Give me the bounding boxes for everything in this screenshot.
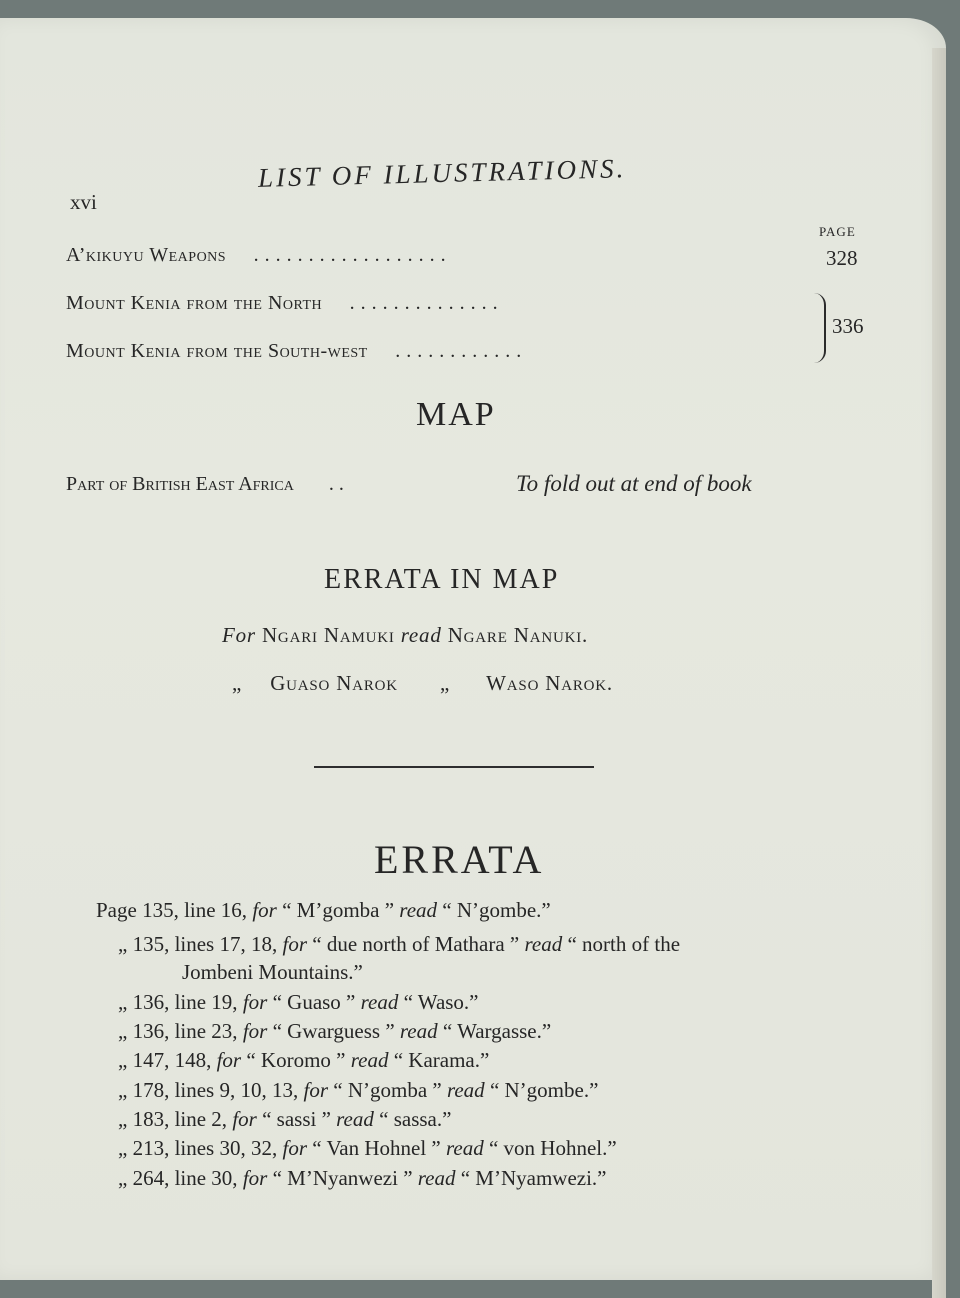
erratum-wrong: “ sassi ”: [262, 1107, 331, 1131]
map-entry: [66, 473, 344, 496]
for-word: for: [242, 1019, 268, 1043]
errata-heading: ERRATA: [374, 837, 545, 882]
erratum-right: “ M’Nyamwezi.”: [460, 1166, 607, 1190]
map-erratum-row: [222, 623, 588, 648]
for-word: for: [282, 1136, 307, 1160]
page-column-label: PAGE: [819, 224, 856, 239]
read-word: read: [350, 1048, 389, 1072]
read-word: read: [399, 1019, 438, 1043]
erratum-wrong: “ due north of Mathara ”: [312, 932, 520, 956]
erratum-right: “ Karama.”: [393, 1048, 490, 1072]
read-word: read: [360, 990, 399, 1014]
for-word: for: [282, 932, 307, 956]
wrong-name: Guaso Narok: [270, 671, 398, 695]
erratum-right: “ sassa.”: [379, 1107, 452, 1131]
illustration-title: Mount Kenia from the South-west: [66, 340, 368, 362]
map-heading: MAP: [416, 396, 496, 433]
map-note: To fold out at end of book: [516, 471, 752, 496]
erratum-lead: „ 264, line 30,: [118, 1166, 238, 1190]
illustration-title: A’kikuyu Weapons: [66, 244, 227, 266]
running-head: LIST OF ILLUSTRATIONS.: [257, 153, 627, 193]
read-word: read: [336, 1107, 374, 1131]
erratum-wrong: “ Koromo ”: [246, 1048, 346, 1072]
for-word: for: [242, 990, 268, 1014]
erratum-right: Jombeni Mountains.”: [182, 960, 363, 984]
erratum-lead: „ 178, lines 9, 10, 13,: [118, 1078, 299, 1102]
erratum-lead: „ 147, 148,: [118, 1048, 212, 1072]
erratum-right: “ N’gombe.”: [442, 898, 551, 922]
map-erratum-row: [232, 671, 613, 696]
erratum-right: “ N’gombe.”: [489, 1078, 599, 1102]
erratum-line: [118, 1078, 598, 1103]
for-word: for: [232, 1107, 257, 1131]
erratum-line: [118, 1107, 451, 1132]
erratum-lead: „ 136, line 23,: [118, 1019, 238, 1043]
erratum-line: [118, 1019, 551, 1044]
erratum-line: [118, 932, 680, 957]
for-word: for: [216, 1048, 242, 1072]
erratum-wrong: “ N’gomba ”: [333, 1078, 442, 1102]
bracketed-page: 336: [832, 314, 864, 338]
right-name: Waso Narok.: [486, 671, 613, 695]
ditto-mark: „: [439, 671, 451, 695]
for-word: For: [222, 623, 256, 647]
read-word: read: [417, 1166, 456, 1190]
map-entry-title: Part of British East Africa: [66, 473, 294, 495]
read-word: read: [400, 623, 442, 647]
erratum-line: [182, 960, 363, 985]
dot-leader: . . . . . . . . . . . . . .: [349, 292, 499, 314]
for-word: for: [252, 898, 277, 922]
illustration-title: Mount Kenia from the North: [66, 292, 323, 314]
erratum-wrong: “ Gwarguess ”: [272, 1019, 395, 1043]
erratum-right: “ Wargasse.”: [442, 1019, 552, 1043]
erratum-line: [118, 1166, 607, 1191]
for-word: for: [242, 1166, 268, 1190]
dot-leader: . .: [328, 473, 344, 495]
erratum-wrong: “ M’Nyanwezi ”: [272, 1166, 413, 1190]
erratum-line: [118, 990, 479, 1015]
erratum-right: “ von Hohnel.”: [488, 1136, 617, 1160]
erratum-lead: Page 135, line 16,: [96, 898, 248, 922]
right-name: Ngare Nanuki.: [447, 623, 589, 647]
erratum-wrong: “ M’gomba ”: [282, 898, 395, 922]
dot-leader: . . . . . . . . . . . .: [395, 340, 522, 362]
erratum-lead: „ 136, line 19,: [118, 990, 238, 1014]
illustration-row: [66, 340, 826, 363]
erratum-lead: „ 135, lines 17, 18,: [118, 932, 278, 956]
wrong-name: Ngari Namuki: [261, 623, 395, 647]
horizontal-rule: [314, 766, 594, 768]
ditto-mark: „: [232, 671, 243, 695]
erratum-line: [118, 1136, 617, 1161]
dot-leader: . . . . . . . . . . . . . . . . . .: [253, 244, 447, 266]
book-page: [0, 18, 946, 1280]
erratum-wrong: “ Van Hohnel ”: [312, 1136, 441, 1160]
page-number: xvi: [70, 190, 97, 214]
bracket: [814, 293, 826, 363]
read-word: read: [399, 898, 438, 922]
erratum-lead: „ 183, line 2,: [118, 1107, 228, 1131]
erratum-right: “ north of the: [567, 932, 681, 956]
illustration-page: 328: [826, 246, 858, 270]
illustration-row: [66, 244, 826, 267]
read-word: read: [446, 1136, 484, 1160]
illustration-row: [66, 292, 826, 315]
errata-in-map-heading: ERRATA IN MAP: [324, 564, 560, 595]
page-edge: [932, 48, 946, 1298]
erratum-wrong: “ Guaso ”: [272, 990, 356, 1014]
erratum-right: “ Waso.”: [403, 990, 479, 1014]
read-word: read: [524, 932, 563, 956]
erratum-line: [96, 898, 551, 923]
erratum-line: [118, 1048, 489, 1073]
erratum-lead: „ 213, lines 30, 32,: [118, 1136, 278, 1160]
read-word: read: [446, 1078, 485, 1102]
for-word: for: [303, 1078, 328, 1102]
